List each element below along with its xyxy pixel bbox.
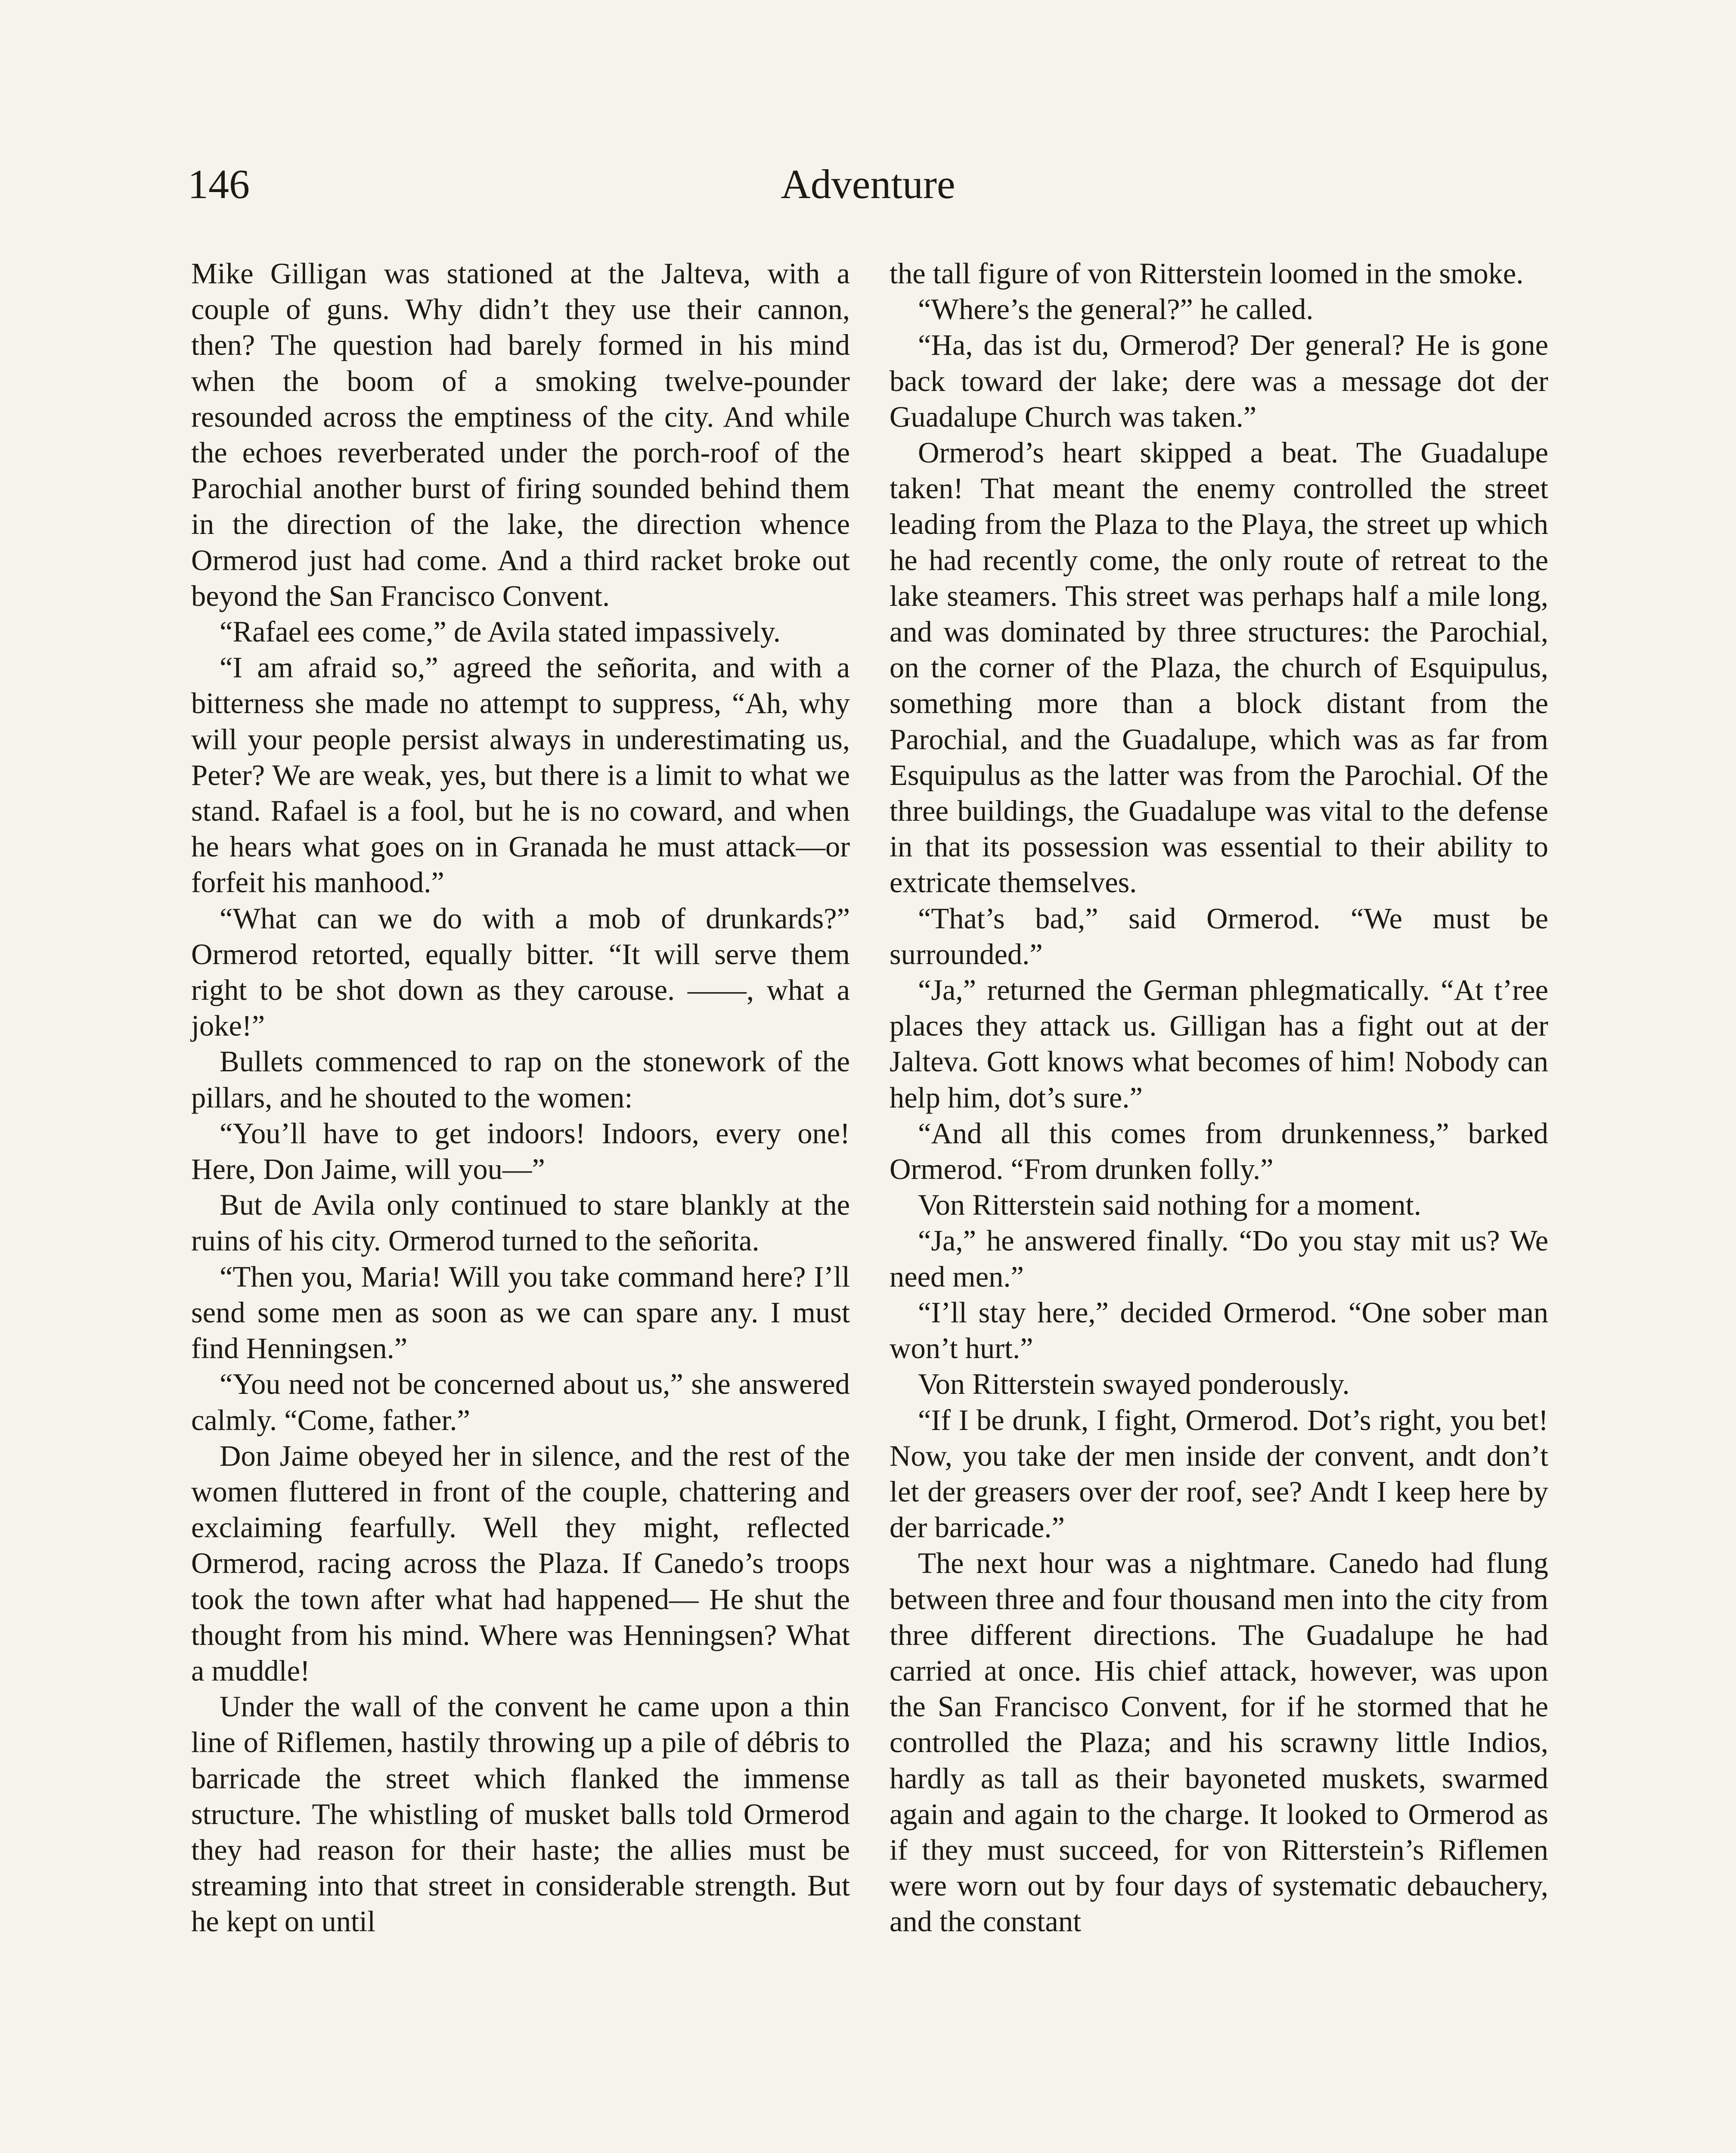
paragraph: Ormerod’s heart skipped a beat. The Guadalupe taken! That meant the enemy controlled the street leading from the Plaza to the Playa, the street up which he had recently come, the only route of retreat to the lake steamers. This street was perhaps half a mile long, and was dominated by three structures: the Parochial, on the corner of the Plaza, the church of Esquipulus, something more than a block distant from the Parochial, and the Guadalupe, which was as far from Esquipulus as the latter was from the Parochial. Of the three buildings, the Guadalupe was vital to the defense in that its possession was essential to their ability to extricate themselves. <box>890 436 1548 899</box>
paragraph: But de Avila only continued to stare blankly at the ruins of his city. Ormerod turned to the señorita. <box>191 1188 850 1257</box>
paragraph: the tall figure of von Ritterstein loomed in the smoke. <box>890 257 1524 290</box>
paragraph: “If I be drunk, I fight, Ormerod. Dot’s right, you bet! Now, you take der men inside der convent, andt don’t let der greasers over der roof, see? Andt I keep here by der barricade.” <box>890 1403 1548 1544</box>
right-column <box>890 256 1548 1940</box>
paragraph: “You’ll have to get indoors! Indoors, every one! Here, Don Jaime, will you—” <box>191 1117 850 1186</box>
paragraph: The next hour was a nightmare. Canedo had flung between three and four thousand men into the city from three different directions. The Guadalupe he had carried at once. His chief attack, however, was upon the San Francisco Convent, for if he stormed that he controlled the Plaza; and his scrawny little Indios, hardly as tall as their bayoneted muskets, swarmed again and again to the charge. It looked to Ormerod as if they must succeed, for von Ritterstein’s Riflemen were worn out by four days of systematic debauchery, and the constant <box>890 1547 1548 1938</box>
paragraph: “Ja,” he answered finally. “Do you stay mit us? We need men.” <box>890 1224 1548 1293</box>
paragraph: “Where’s the general?” he called. <box>918 293 1314 326</box>
paragraph: “Ha, das ist du, Ormerod? Der general? He is gone back toward der lake; dere was a message dot der Guadalupe Church was taken.” <box>890 329 1548 433</box>
paragraph: “You need not be concerned about us,” she answered calmly. “Come, father.” <box>191 1368 850 1436</box>
paragraph: “I am afraid so,” agreed the señorita, and with a bitterness she made no attempt to suppress, “Ah, why will your people persist always in underestimating us, Peter? We are weak, yes, but there is a limit to what we stand. Rafael is a fool, but he is no coward, and when he hears what goes on in Granada he must attack—or forfeit his manhood.” <box>191 651 850 899</box>
running-title: Adventure <box>781 161 955 207</box>
left-column <box>191 256 850 1940</box>
paragraph: Von Ritterstein swayed ponderously. <box>918 1368 1350 1401</box>
paragraph: “And all this comes from drunkenness,” barked Ormerod. “From drunken folly.” <box>890 1117 1548 1186</box>
paragraph: “What can we do with a mob of drunkards?” Ormerod retorted, equally bitter. “It will serve them right to be shot down as they carouse. ——, what a joke!” <box>191 902 850 1042</box>
paragraph: Under the wall of the convent he came upon a thin line of Riflemen, hastily throwing up a pile of débris to barricade the street which flanked the immense structure. The whistling of musket balls told Ormerod they had reason for their haste; the allies must be streaming into that street in considerable strength. But he kept on until <box>191 1690 850 1938</box>
paragraph: Don Jaime obeyed her in silence, and the rest of the women fluttered in front of the couple, chattering and exclaiming fearfully. Well they might, reflected Ormerod, racing across the Plaza. If Canedo’s troops took the town after what had happened— He shut the thought from his mind. Where was Henningsen? What a muddle! <box>191 1439 850 1687</box>
paragraph: Von Ritterstein said nothing for a moment. <box>918 1188 1421 1222</box>
page-number: 146 <box>188 161 250 207</box>
paragraph: “Then you, Maria! Will you take command here? I’ll send some men as soon as we can spare any. I must find Henningsen.” <box>191 1260 850 1365</box>
paragraph: “Ja,” returned the German phlegmatically. “At t’ree places they attack us. Gilligan has a fight out at der Jalteva. Gott knows what becomes of him! Nobody can help him, dot’s sure.” <box>890 974 1548 1114</box>
paragraph: “I’ll stay here,” decided Ormerod. “One sober man won’t hurt.” <box>890 1296 1548 1365</box>
paragraph: Bullets commenced to rap on the stonework of the pillars, and he shouted to the women: <box>191 1045 850 1114</box>
paragraph: Mike Gilligan was stationed at the Jalteva, with a couple of guns. Why didn’t they use their cannon, then? The question had barely formed in his mind when the boom of a smoking twelve-pounder resounded across the emptiness of the city. And while the echoes reverberated under the porch-roof of the Parochial another burst of firing sounded behind them in the direction of the lake, the direction whence Ormerod just had come. And a third racket broke out beyond the San Francisco Convent. <box>191 257 850 612</box>
paragraph: “That’s bad,” said Ormerod. “We must be surrounded.” <box>890 902 1548 971</box>
paragraph: “Rafael ees come,” de Avila stated impassively. <box>220 615 781 648</box>
